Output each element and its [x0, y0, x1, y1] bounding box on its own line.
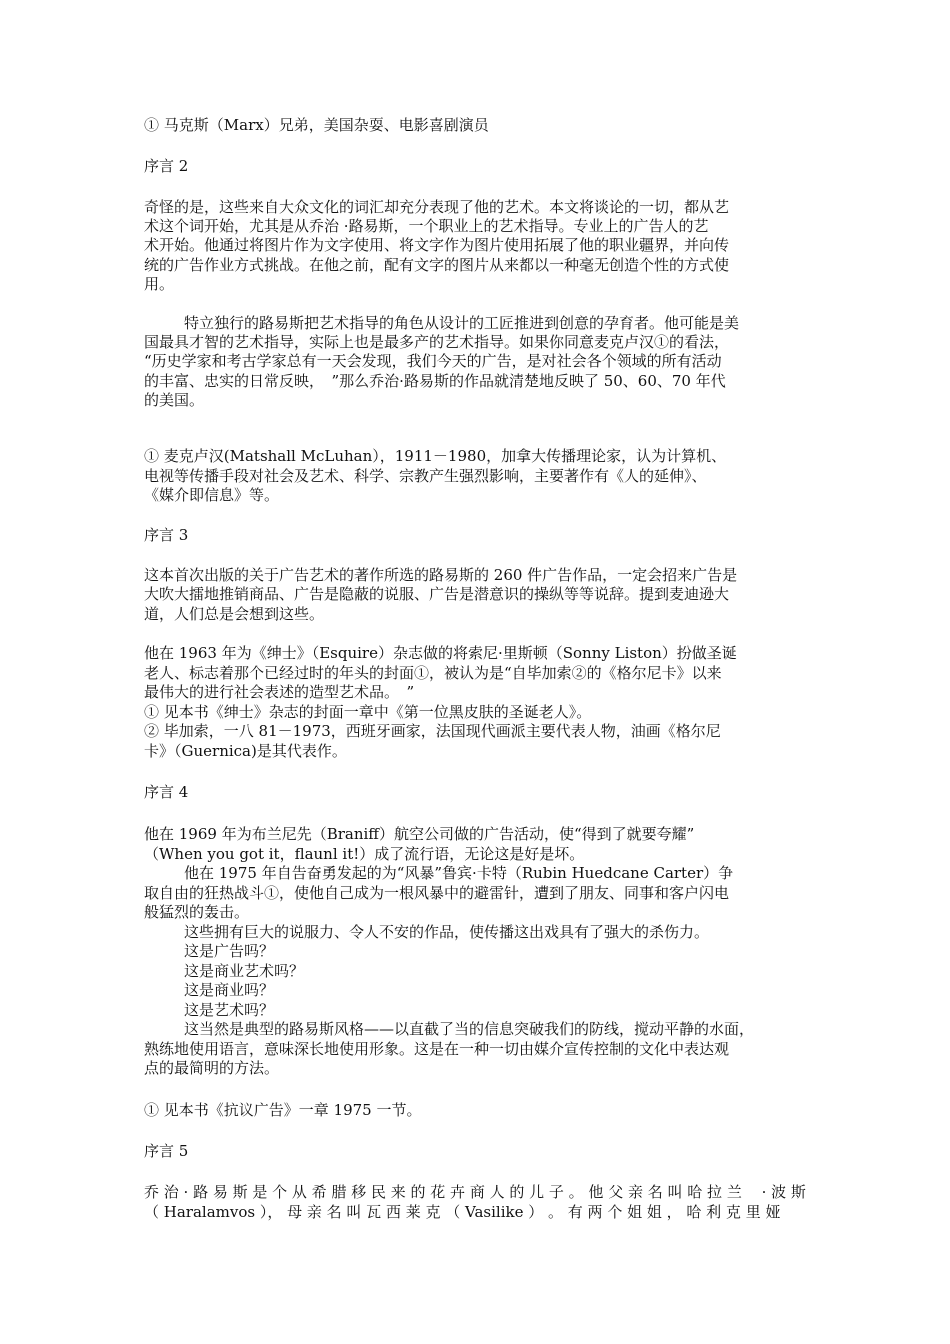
paragraph-line: 他在 1969 年为布兰尼先（Braniff）航空公司做的广告活动，使“得到了就要夸耀” [144, 825, 695, 843]
section-heading-2: 序言 2 [144, 157, 189, 175]
paragraph-line: 取自由的狂热战斗①，使他自己成为一根风暴中的避雷针，遭到了朋友、同事和客户闪电 [144, 884, 730, 902]
paragraph-line: （ Haralamvos ）， 母 亲 名 叫 瓦 西 莱 克 （ Vasilike ） 。 有 两 个 姐 姐 ， 哈 利 克 里 娅 [144, 1203, 781, 1221]
footnote-line: 卡》（Guernica)是其代表作。 [144, 742, 347, 760]
question-line: 这是艺术吗？ [184, 1001, 275, 1019]
paragraph-line: 的美国。 [144, 391, 205, 409]
footnote-line: ① 麦克卢汉(Matshall McLuhan），1911－1980，加拿大传播理论家，认为计算机、 [144, 447, 727, 465]
footnote-line: 《媒介即信息》等。 [144, 486, 280, 504]
paragraph-line: 用。 [144, 275, 175, 293]
paragraph-line: “历史学家和考古学家总有一天会发现，我们今天的广告，是对社会各个领域的所有活动 [144, 352, 722, 370]
paragraph-line: 点的最简明的方法。 [144, 1059, 280, 1077]
paragraph-line: 道，人们总是会想到这些。 [144, 605, 325, 623]
paragraph-line: 的丰富、忠实的日常反映， ”那么乔治·路易斯的作品就清楚地反映了 50、60、70 年代 [144, 372, 726, 390]
footnote-marx: ① 马克斯（Marx）兄弟，美国杂耍、电影喜剧演员 [144, 116, 489, 134]
paragraph-line: （When you got it，flaunl it!）成了流行语，无论这是好是坏。 [144, 845, 585, 863]
paragraph-line: 他在 1975 年自告奋勇发起的为“风暴”鲁宾·卡特（Rubin Huedcane Carter）争 [184, 864, 734, 882]
paragraph-line: 这些拥有巨大的说服力、令人不安的作品，使传播这出戏具有了强大的杀伤力。 [184, 923, 710, 941]
section-heading-3: 序言 3 [144, 526, 189, 544]
paragraph-line: 奇怪的是，这些来自大众文化的词汇却充分表现了他的艺术。本文将谈论的一切，都从艺 [144, 198, 730, 216]
footnote-line: ① 见本书《抗议广告》一章 1975 一节。 [144, 1101, 422, 1119]
paragraph-line: 老人、标志着那个已经过时的年头的封面①，被认为是“自毕加索②的《格尔尼卡》以来 [144, 664, 722, 682]
question-line: 这是商业艺术吗？ [184, 962, 305, 980]
paragraph-line: 这当然是典型的路易斯风格——以直截了当的信息突破我们的防线，搅动平静的水面， [184, 1020, 755, 1038]
section-heading-5: 序言 5 [144, 1142, 189, 1160]
paragraph-line: 术这个词开始，尤其是从乔治 ·路易斯，一个职业上的艺术指导。专业上的广告人的艺 [144, 217, 709, 235]
paragraph-line: 国最具才智的艺术指导，实际上也是最多产的艺术指导。如果你同意麦克卢汉①的看法， [144, 333, 730, 351]
paragraph-line: 乔 治 · 路 易 斯 是 个 从 希 腊 移 民 来 的 花 卉 商 人 的 儿 子 。 他 父 亲 名 叫 哈 拉 兰 · 波 斯 [144, 1183, 806, 1201]
paragraph-line: 特立独行的路易斯把艺术指导的角色从设计的工匠推进到创意的孕育者。他可能是美 [184, 314, 740, 332]
paragraph-line: 这本首次出版的关于广告艺术的著作所选的路易斯的 260 件广告作品，一定会招来广告是 [144, 566, 738, 584]
footnote-line: ① 见本书《绅士》杂志的封面一章中《第一位黑皮肤的圣诞老人》。 [144, 703, 592, 721]
paragraph-line: 最伟大的进行社会表述的造型艺术品。 ” [144, 683, 415, 701]
section-heading-4: 序言 4 [144, 783, 189, 801]
paragraph-line: 他在 1963 年为《绅士》（Esquire）杂志做的将索尼·里斯顿（Sonny Liston）扮做圣诞 [144, 644, 737, 662]
paragraph-line: 统的广告作业方式挑战。在他之前，配有文字的图片从来都以一种毫无创造个性的方式使 [144, 256, 730, 274]
question-line: 这是广告吗？ [184, 942, 275, 960]
footnote-line: ② 毕加索，一八 81－1973，西班牙画家，法国现代画派主要代表人物，油画《格尔尼 [144, 722, 721, 740]
paragraph-line: 大吹大擂地推销商品、广告是隐蔽的说服、广告是潜意识的操纵等等说辞。提到麦迪逊大 [144, 585, 730, 603]
question-line: 这是商业吗？ [184, 981, 275, 999]
paragraph-line: 熟练地使用语言，意味深长地使用形象。这是在一种一切由媒介宣传控制的文化中表达观 [144, 1040, 730, 1058]
paragraph-line: 术开始。他通过将图片作为文字使用、将文字作为图片使用拓展了他的职业疆界，并向传 [144, 236, 730, 254]
paragraph-line: 般猛烈的轰击。 [144, 903, 250, 921]
footnote-line: 电视等传播手段对社会及艺术、科学、宗教产生强烈影响，主要著作有《人的延伸》、 [144, 467, 707, 485]
